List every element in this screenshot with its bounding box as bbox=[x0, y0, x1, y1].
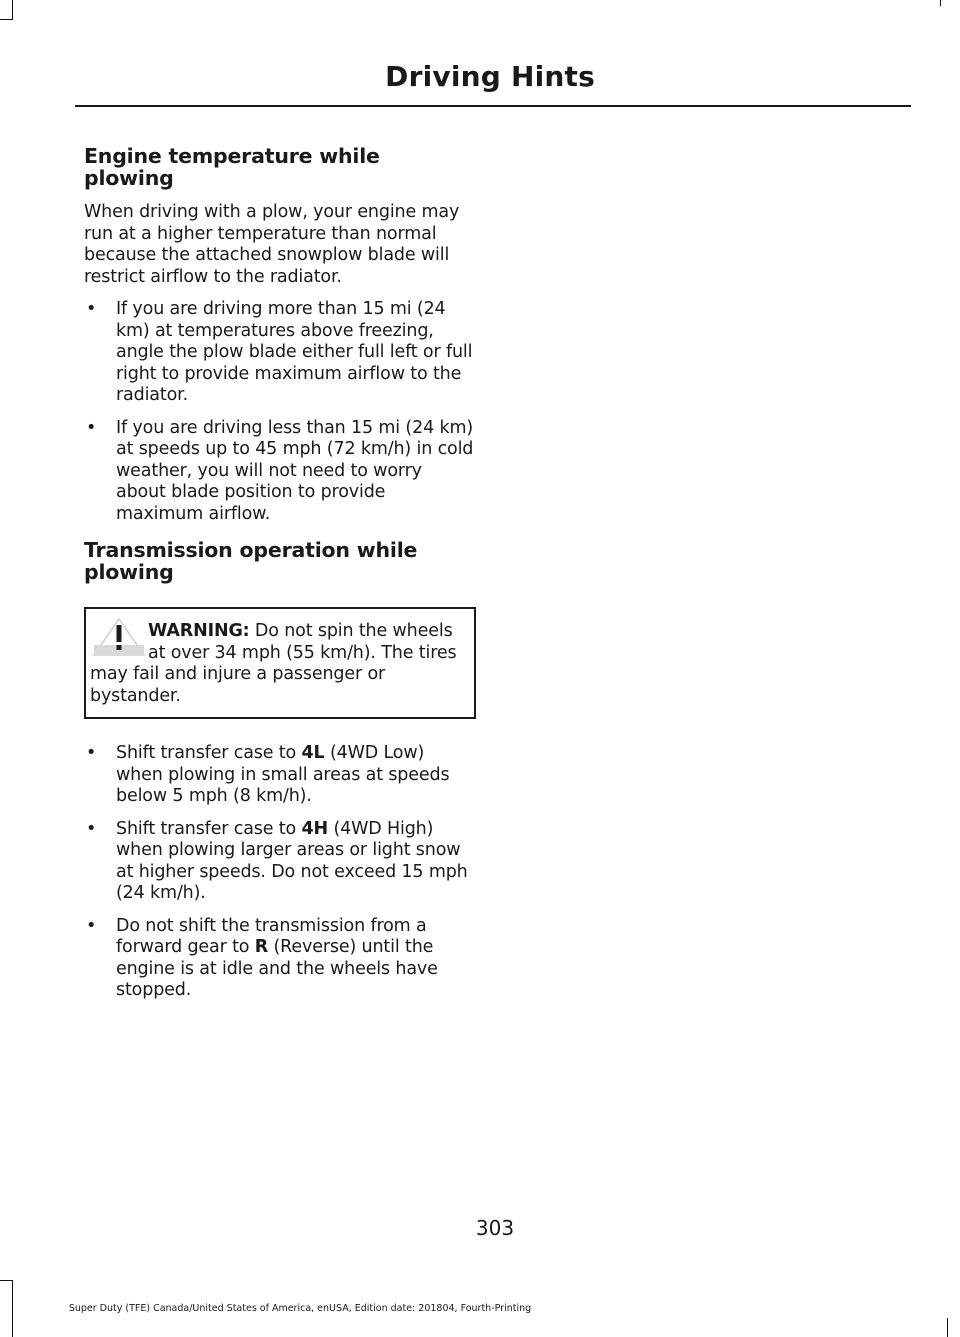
warning-text: Do not spin the wheels at over 34 mph (55 km/h). The tires may fail and injure a passenger or bystander. bbox=[90, 621, 457, 706]
crop-mark-bottom-right bbox=[947, 1318, 948, 1337]
list-item bbox=[84, 743, 476, 808]
list-item bbox=[84, 916, 476, 1002]
list-item-text-bold: 4H bbox=[301, 818, 329, 839]
bullet-glyph: • bbox=[86, 915, 97, 936]
warning-box bbox=[84, 607, 476, 719]
section-heading-transmission: Transmission operation while plowing bbox=[84, 538, 418, 584]
list-item-text-bold: R bbox=[254, 937, 269, 957]
crop-mark-top-right bbox=[940, 0, 941, 6]
list-item-text-post: (4WD High) when plowing larger areas or light snow at higher speeds. Do not exceed 15 mph (24 km/h). bbox=[116, 818, 468, 903]
crop-mark-bottom-left-horizontal bbox=[0, 1280, 13, 1281]
header-rule bbox=[75, 105, 911, 107]
list-item-text-pre: Shift transfer case to bbox=[116, 743, 302, 763]
warning-triangle-icon bbox=[92, 617, 146, 657]
transmission-bullet-list bbox=[84, 743, 476, 1002]
bullet-glyph: • bbox=[86, 299, 97, 319]
engine-bullet-list bbox=[84, 299, 476, 525]
bullet-glyph: • bbox=[86, 417, 97, 438]
section-heading-engine-temperature: Engine temperature while plowing bbox=[84, 144, 380, 190]
bullet-glyph: • bbox=[86, 818, 97, 839]
footer-edition-info: Super Duty (TFE) Canada/United States of America, enUSA, Edition date: 201804, Fourth-Printing bbox=[68, 1303, 532, 1314]
list-item bbox=[84, 819, 476, 905]
crop-mark-top-left bbox=[12, 0, 13, 20]
crop-mark-top-left-horizontal bbox=[0, 19, 13, 20]
main-column bbox=[84, 145, 476, 1016]
engine-intro-paragraph: When driving with a plow, your engine may run at a higher temperature than normal because the attached snowplow blade will restrict airflow to the radiator. bbox=[84, 202, 460, 287]
page-number: 303 bbox=[475, 1216, 515, 1240]
bullet-glyph: • bbox=[86, 743, 97, 763]
list-item-text-pre: Shift transfer case to bbox=[116, 818, 302, 839]
list-item-text-bold: 4L bbox=[301, 743, 325, 763]
list-item-text-post: (4WD Low) when plowing in small areas at speeds below 5 mph (8 km/h). bbox=[116, 743, 450, 806]
list-item-text: If you are driving more than 15 mi (24 km) at temperatures above freezing, angle the plow blade either full left or full right to provide maximum airflow to the radiator. bbox=[116, 299, 473, 405]
list-item bbox=[84, 418, 476, 526]
list-item bbox=[84, 299, 476, 407]
running-header-title: Driving Hints bbox=[385, 60, 595, 93]
list-item-text-post: (Reverse) until the engine is at idle and the wheels have stopped. bbox=[116, 937, 438, 1000]
list-item-text-pre: Do not shift the transmission from a forward gear to bbox=[116, 915, 427, 957]
warning-label: WARNING: bbox=[148, 621, 250, 641]
list-item-text: If you are driving less than 15 mi (24 km) at speeds up to 45 mph (72 km/h) in cold weather, you will not need to worry about blade position to provide maximum airflow. bbox=[116, 417, 474, 524]
